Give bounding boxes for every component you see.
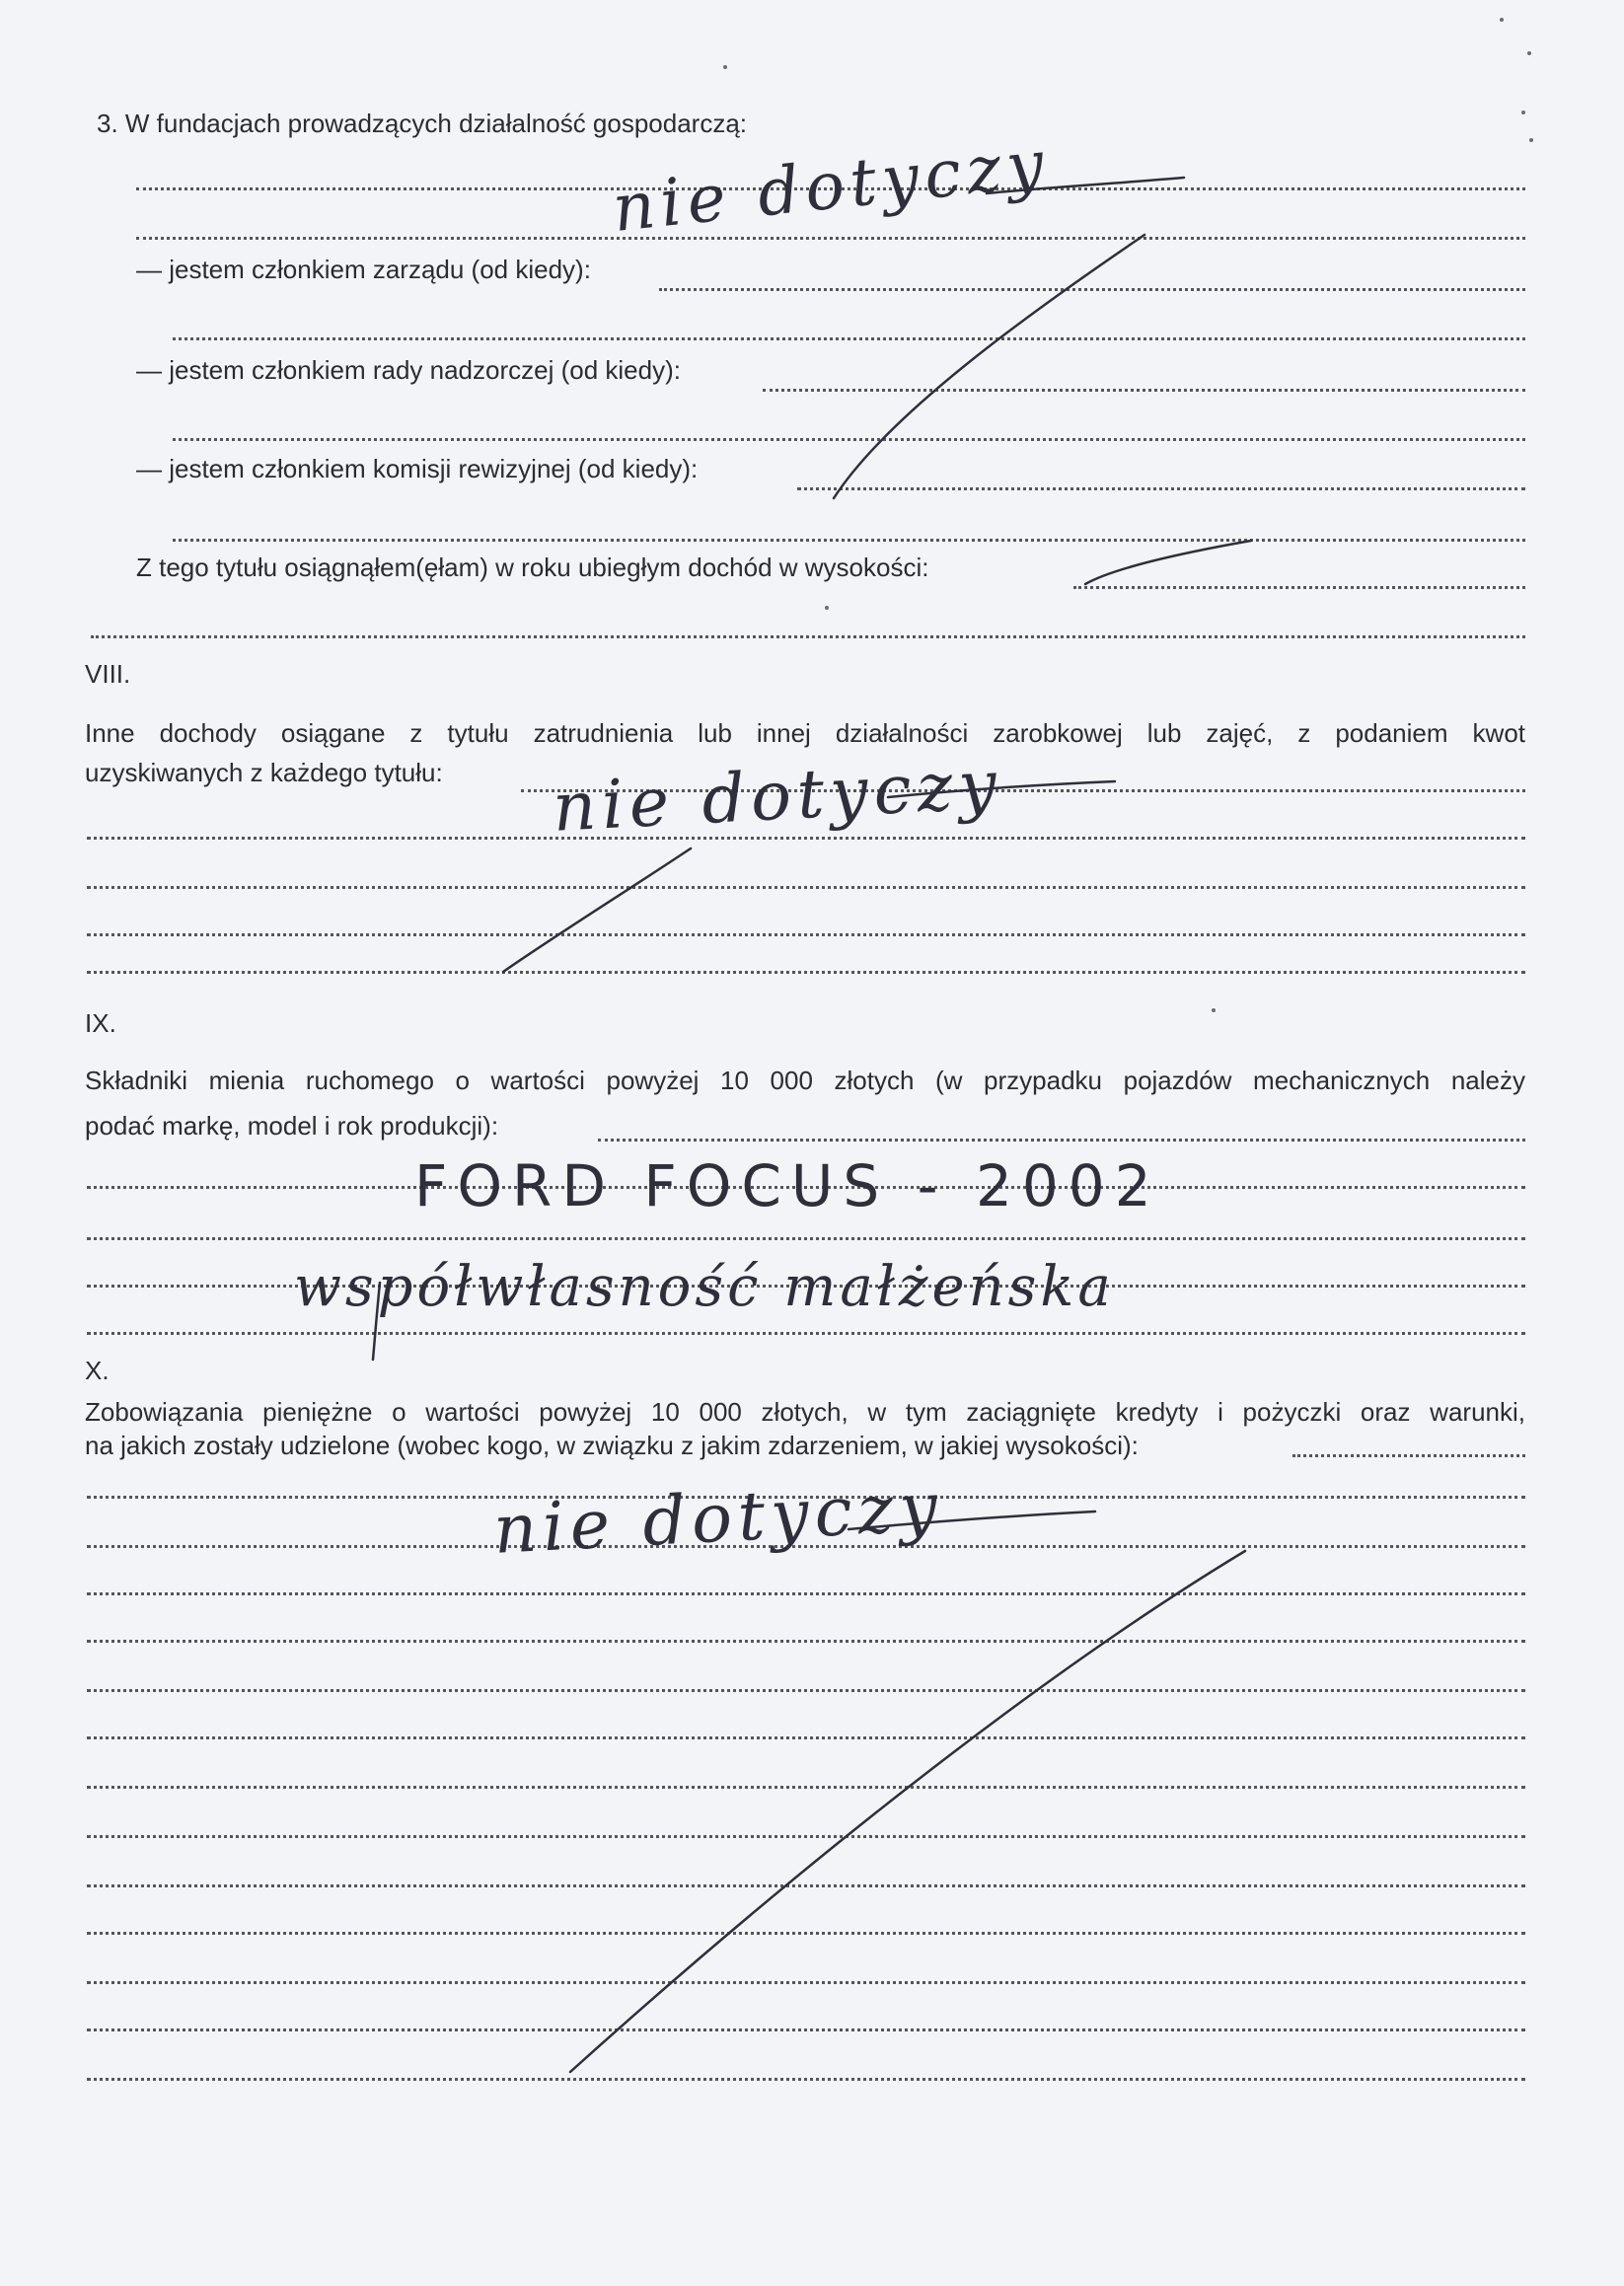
flourish-s3	[987, 178, 1184, 193]
strike-line-s3-income	[1085, 541, 1251, 584]
section-8-text-line1: Inne dochody osiągane z tytułu zatrudnienia lub innej działalności zarobkowej lub zajęć, z podaniem kwot	[85, 718, 1525, 748]
board-member-label: — jestem członkiem zarządu (od kiedy):	[136, 255, 591, 284]
section-8-text-line2: uzyskiwanych z każdego tytułu:	[85, 758, 443, 787]
audit-member-label: — jestem członkiem komisji rewizyjnej (od kiedy):	[136, 454, 699, 483]
flourish-s8	[888, 781, 1115, 797]
scan-speck	[1521, 111, 1525, 114]
strike-line-s3	[834, 235, 1144, 498]
section-8-number: VIII.	[85, 659, 131, 689]
scan-speck	[825, 606, 829, 610]
income-label: Z tego tytułu osiągnąłem(ęłam) w roku ubiegłym dochód w wysokości:	[136, 553, 929, 582]
scan-speck	[1529, 138, 1533, 142]
scan-speck	[1212, 1008, 1216, 1012]
handwritten-answer-s8: nie dotyczy	[551, 746, 1004, 848]
section-9-number: IX.	[85, 1008, 116, 1038]
scan-speck	[723, 65, 727, 69]
strike-line-s10	[570, 1551, 1245, 2072]
handwritten-ownership: współwłasność małżeńska	[294, 1255, 1115, 1319]
handwritten-answer-s3: nie dotyczy	[609, 124, 1054, 248]
scan-speck	[1500, 18, 1504, 22]
strike-line-s8	[503, 848, 691, 972]
section-3-title: 3. W fundacjach prowadzących działalność gospodarczą:	[97, 109, 748, 138]
section-10-number: X.	[85, 1356, 110, 1385]
handwritten-vehicle: FORD FOCUS - 2002	[414, 1152, 1161, 1219]
section-9-text-line2: podać markę, model i rok produkcji):	[85, 1111, 499, 1141]
supervisory-member-label: — jestem członkiem rady nadzorczej (od kiedy):	[136, 355, 681, 385]
handwritten-answer-s10: nie dotyczy	[491, 1468, 945, 1570]
section-10-text-line2: na jakich zostały udzielone (wobec kogo, w związku z jakim zdarzeniem, w jakiej wysokości):	[85, 1431, 1139, 1460]
scan-speck	[1527, 51, 1531, 55]
flourish-s10	[849, 1512, 1095, 1529]
section-9-text-line1: Składniki mienia ruchomego o wartości powyżej 10 000 złotych (w przypadku pojazdów mechanicznych należy	[85, 1066, 1525, 1095]
strike-line-s9	[373, 1283, 380, 1360]
section-10-text-line1: Zobowiązania pieniężne o wartości powyżej 10 000 złotych, w tym zaciągnięte kredyty i pożyczki oraz warunki,	[85, 1397, 1525, 1427]
